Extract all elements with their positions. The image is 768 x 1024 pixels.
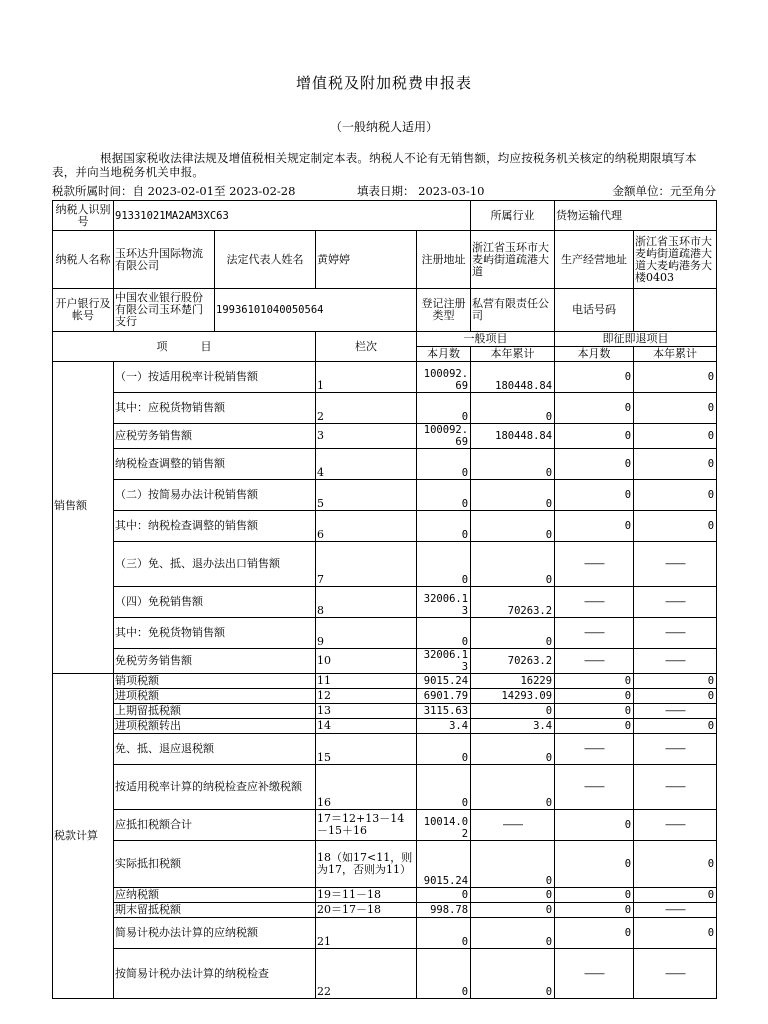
row-item-label: 期末留抵税额 bbox=[114, 903, 316, 918]
general-month-value: 32006.13 bbox=[417, 587, 471, 618]
refund-year-value: —— bbox=[634, 618, 717, 649]
general-month-value: 9015.24 bbox=[417, 841, 471, 888]
general-month-value: 0 bbox=[417, 480, 471, 511]
table-row bbox=[53, 810, 717, 841]
refund-month-value: 0 bbox=[555, 449, 634, 480]
table-row bbox=[53, 734, 717, 765]
row-item-label: 按简易计税办法计算的纳税检查 bbox=[114, 949, 316, 999]
refund-year-value: —— bbox=[634, 810, 717, 841]
general-month-value: 998.78 bbox=[417, 903, 471, 918]
intro-paragraph: 根据国家税收法律法规及增值税相关规定制定本表。纳税人不论有无销售额，均应按税务机关核定的纳税期限填写本表，并向当地税务机关申报。 bbox=[52, 151, 697, 179]
row-col-number: 22 bbox=[316, 949, 417, 999]
table-row bbox=[53, 618, 717, 649]
general-month-value: 0 bbox=[417, 449, 471, 480]
row-item-label: 进项税额转出 bbox=[114, 719, 316, 734]
general-year-value: 0 bbox=[471, 618, 555, 649]
refund-month-value: —— bbox=[555, 542, 634, 587]
general-year-value: —— bbox=[471, 810, 555, 841]
refund-year-value: 0 bbox=[634, 888, 717, 903]
refund-month-value: 0 bbox=[555, 424, 634, 449]
meta-line bbox=[52, 183, 716, 199]
industry-label: 所属行业 bbox=[471, 201, 555, 231]
row-item-label: 纳税检查调整的销售额 bbox=[114, 449, 316, 480]
general-year-value: 16229 bbox=[471, 674, 555, 689]
general-year-value: 70263.2 bbox=[471, 587, 555, 618]
refund-month-value: 0 bbox=[555, 888, 634, 903]
general-year-value: 0 bbox=[471, 393, 555, 424]
refund-year-value: —— bbox=[634, 704, 717, 719]
table-row bbox=[53, 587, 717, 618]
refund-month-value: 0 bbox=[555, 480, 634, 511]
row-col-number: 12 bbox=[316, 689, 417, 704]
row-col-number: 19＝11－18 bbox=[316, 888, 417, 903]
table-row bbox=[53, 689, 717, 704]
refund-month-value: 0 bbox=[555, 918, 634, 949]
general-month-value: 0 bbox=[417, 949, 471, 999]
general-month-value: 0 bbox=[417, 765, 471, 810]
table-row bbox=[53, 674, 717, 689]
tax-section-label: 税款计算 bbox=[53, 674, 114, 999]
row-item-label: 销项税额 bbox=[114, 674, 316, 689]
row-item-label: 应抵扣税额合计 bbox=[114, 810, 316, 841]
refund-month-value: —— bbox=[555, 949, 634, 999]
legal-value: 黄婷婷 bbox=[316, 231, 417, 289]
refund-year-value: 0 bbox=[634, 480, 717, 511]
biz-address-value: 浙江省玉环市大麦屿街道疏港大道大麦屿港务大楼0403 bbox=[634, 231, 717, 289]
refund-year-value: 0 bbox=[634, 841, 717, 888]
table-row bbox=[53, 949, 717, 999]
col-header: 栏次 bbox=[316, 332, 417, 362]
refund-year-value: —— bbox=[634, 649, 717, 674]
refund-month-value: —— bbox=[555, 765, 634, 810]
refund-year-value: 0 bbox=[634, 393, 717, 424]
refund-month-value: —— bbox=[555, 649, 634, 674]
table-row bbox=[53, 888, 717, 903]
general-month-value: 3.4 bbox=[417, 719, 471, 734]
general-month-value: 100092.69 bbox=[417, 362, 471, 393]
general-month-value: 0 bbox=[417, 918, 471, 949]
general-month-value: 9015.24 bbox=[417, 674, 471, 689]
row-col-number: 5 bbox=[316, 480, 417, 511]
info-row-taxid bbox=[53, 201, 717, 231]
industry-value: 货物运输代理 bbox=[555, 201, 717, 231]
refund-month-value: 0 bbox=[555, 841, 634, 888]
amount-unit: 金额单位：元至角分 bbox=[612, 184, 716, 198]
refund-year-value: —— bbox=[634, 734, 717, 765]
general-year-value: 180448.84 bbox=[471, 362, 555, 393]
general-year-value: 0 bbox=[471, 903, 555, 918]
row-col-number: 7 bbox=[316, 542, 417, 587]
bank-value: 中国农业银行股份有限公司玉环楚门支行 bbox=[114, 289, 215, 332]
refund-month-value: 0 bbox=[555, 674, 634, 689]
refund-year-value: 0 bbox=[634, 918, 717, 949]
reg-address-label: 注册地址 bbox=[417, 231, 471, 289]
general-month-value: 6901.79 bbox=[417, 689, 471, 704]
table-row bbox=[53, 424, 717, 449]
table-row bbox=[53, 362, 717, 393]
general-year-value: 3.4 bbox=[471, 719, 555, 734]
row-item-label: 其中：应税货物销售额 bbox=[114, 393, 316, 424]
refund-month-value: 0 bbox=[555, 719, 634, 734]
row-item-label: 实际抵扣税额 bbox=[114, 841, 316, 888]
general-year-value: 0 bbox=[471, 449, 555, 480]
row-col-number: 10 bbox=[316, 649, 417, 674]
row-item-label: 免税劳务销售额 bbox=[114, 649, 316, 674]
refund-month-value: 0 bbox=[555, 393, 634, 424]
row-col-number: 14 bbox=[316, 719, 417, 734]
row-col-number: 18（如17<11，则为17，否则为11） bbox=[316, 841, 417, 888]
general-month-value: 32006.13 bbox=[417, 649, 471, 674]
item-header: 项 目 bbox=[53, 332, 316, 362]
row-item-label: 应税劳务销售额 bbox=[114, 424, 316, 449]
sales-section-label: 销售额 bbox=[53, 362, 114, 674]
row-item-label: 其中：免税货物销售额 bbox=[114, 618, 316, 649]
row-col-number: 4 bbox=[316, 449, 417, 480]
table-row bbox=[53, 918, 717, 949]
general-header: 一般项目 bbox=[417, 332, 555, 347]
row-item-label: （三）免、抵、退办法出口销售额 bbox=[114, 542, 316, 587]
info-row-name bbox=[53, 231, 717, 289]
general-month-value: 100092.69 bbox=[417, 424, 471, 449]
general-month-value: 0 bbox=[417, 542, 471, 587]
row-item-label: （二）按简易办法计税销售额 bbox=[114, 480, 316, 511]
phone-value bbox=[634, 289, 717, 332]
form-title: 增值税及附加税费申报表 bbox=[295, 74, 472, 92]
general-month-header: 本月数 bbox=[417, 347, 471, 362]
refund-year-value: —— bbox=[634, 587, 717, 618]
refund-month-value: —— bbox=[555, 734, 634, 765]
header-row-1 bbox=[53, 332, 717, 347]
taxid-value: 91331021MA2AM3XC63 bbox=[114, 201, 471, 231]
row-col-number: 3 bbox=[316, 424, 417, 449]
refund-header: 即征即退项目 bbox=[555, 332, 717, 347]
table-row bbox=[53, 841, 717, 888]
row-col-number: 15 bbox=[316, 734, 417, 765]
row-col-number: 17＝12+13－14－15＋16 bbox=[316, 810, 417, 841]
declaration-table bbox=[52, 200, 717, 999]
row-item-label: 按适用税率计算的纳税检查应补缴税额 bbox=[114, 765, 316, 810]
taxid-label: 纳税人识别号 bbox=[53, 201, 114, 231]
table-row bbox=[53, 449, 717, 480]
general-month-value: 0 bbox=[417, 511, 471, 542]
biz-address-label: 生产经营地址 bbox=[555, 231, 634, 289]
table-row bbox=[53, 542, 717, 587]
refund-year-value: 0 bbox=[634, 674, 717, 689]
general-year-value: 70263.2 bbox=[471, 649, 555, 674]
row-col-number: 9 bbox=[316, 618, 417, 649]
table-row bbox=[53, 393, 717, 424]
general-month-value: 10014.02 bbox=[417, 810, 471, 841]
row-item-label: 免、抵、退应退税额 bbox=[114, 734, 316, 765]
legal-label: 法定代表人姓名 bbox=[215, 231, 316, 289]
row-item-label: （四）免税销售额 bbox=[114, 587, 316, 618]
table-row bbox=[53, 649, 717, 674]
row-item-label: （一）按适用税率计税销售额 bbox=[114, 362, 316, 393]
refund-year-value: 0 bbox=[634, 424, 717, 449]
account-value: 19936101040050564 bbox=[215, 289, 417, 332]
tax-period: 税款所属时间：自 2023-02-01至 2023-02-28 bbox=[52, 184, 296, 198]
refund-month-value: —— bbox=[555, 587, 634, 618]
general-year-value: 0 bbox=[471, 841, 555, 888]
table-row bbox=[53, 704, 717, 719]
general-month-value: 0 bbox=[417, 734, 471, 765]
refund-year-value: —— bbox=[634, 542, 717, 587]
refund-month-value: 0 bbox=[555, 362, 634, 393]
general-year-value: 0 bbox=[471, 511, 555, 542]
row-item-label: 上期留抵税额 bbox=[114, 704, 316, 719]
reg-type-label: 登记注册类型 bbox=[417, 289, 471, 332]
row-item-label: 简易计税办法计算的应纳税额 bbox=[114, 918, 316, 949]
row-col-number: 16 bbox=[316, 765, 417, 810]
refund-year-value: 0 bbox=[634, 511, 717, 542]
row-col-number: 11 bbox=[316, 674, 417, 689]
row-item-label: 应纳税额 bbox=[114, 888, 316, 903]
info-row-bank bbox=[53, 289, 717, 332]
refund-month-value: —— bbox=[555, 618, 634, 649]
general-month-value: 0 bbox=[417, 888, 471, 903]
general-year-value: 180448.84 bbox=[471, 424, 555, 449]
general-month-value: 3115.63 bbox=[417, 704, 471, 719]
general-year-value: 0 bbox=[471, 765, 555, 810]
refund-year-value: 0 bbox=[634, 449, 717, 480]
refund-month-value: 0 bbox=[555, 810, 634, 841]
refund-month-value: 0 bbox=[555, 511, 634, 542]
row-col-number: 8 bbox=[316, 587, 417, 618]
general-year-value: 0 bbox=[471, 704, 555, 719]
row-item-label: 其中：纳税检查调整的销售额 bbox=[114, 511, 316, 542]
phone-label: 电话号码 bbox=[555, 289, 634, 332]
row-col-number: 2 bbox=[316, 393, 417, 424]
general-year-value: 0 bbox=[471, 542, 555, 587]
row-item-label: 进项税额 bbox=[114, 689, 316, 704]
form-subtitle: （一般纳税人适用） bbox=[329, 120, 438, 134]
table-row bbox=[53, 480, 717, 511]
row-col-number: 21 bbox=[316, 918, 417, 949]
general-month-value: 0 bbox=[417, 618, 471, 649]
name-label: 纳税人名称 bbox=[53, 231, 114, 289]
bank-label: 开户银行及帐号 bbox=[53, 289, 114, 332]
refund-month-value: 0 bbox=[555, 704, 634, 719]
refund-year-value: 0 bbox=[634, 719, 717, 734]
refund-year-value: —— bbox=[634, 765, 717, 810]
reg-type-value: 私营有限责任公司 bbox=[471, 289, 555, 332]
general-year-value: 14293.09 bbox=[471, 689, 555, 704]
table-row bbox=[53, 765, 717, 810]
table-row bbox=[53, 511, 717, 542]
refund-month-value: 0 bbox=[555, 689, 634, 704]
general-year-header: 本年累计 bbox=[471, 347, 555, 362]
row-col-number: 1 bbox=[316, 362, 417, 393]
name-value: 玉环达升国际物流有限公司 bbox=[114, 231, 215, 289]
refund-year-value: —— bbox=[634, 949, 717, 999]
refund-year-value: —— bbox=[634, 903, 717, 918]
row-col-number: 20＝17－18 bbox=[316, 903, 417, 918]
refund-month-header: 本月数 bbox=[555, 347, 634, 362]
reg-address-value: 浙江省玉环市大麦屿街道疏港大道 bbox=[471, 231, 555, 289]
general-year-value: 0 bbox=[471, 480, 555, 511]
row-col-number: 13 bbox=[316, 704, 417, 719]
general-year-value: 0 bbox=[471, 734, 555, 765]
table-row bbox=[53, 719, 717, 734]
general-year-value: 0 bbox=[471, 949, 555, 999]
refund-year-value: 0 bbox=[634, 362, 717, 393]
refund-year-value: 0 bbox=[634, 689, 717, 704]
general-month-value: 0 bbox=[417, 393, 471, 424]
refund-year-header: 本年累计 bbox=[634, 347, 717, 362]
fill-date: 填表日期： 2023-03-10 bbox=[357, 184, 485, 198]
refund-month-value: 0 bbox=[555, 903, 634, 918]
table-row bbox=[53, 903, 717, 918]
row-col-number: 6 bbox=[316, 511, 417, 542]
general-year-value: 0 bbox=[471, 918, 555, 949]
general-year-value: 0 bbox=[471, 888, 555, 903]
